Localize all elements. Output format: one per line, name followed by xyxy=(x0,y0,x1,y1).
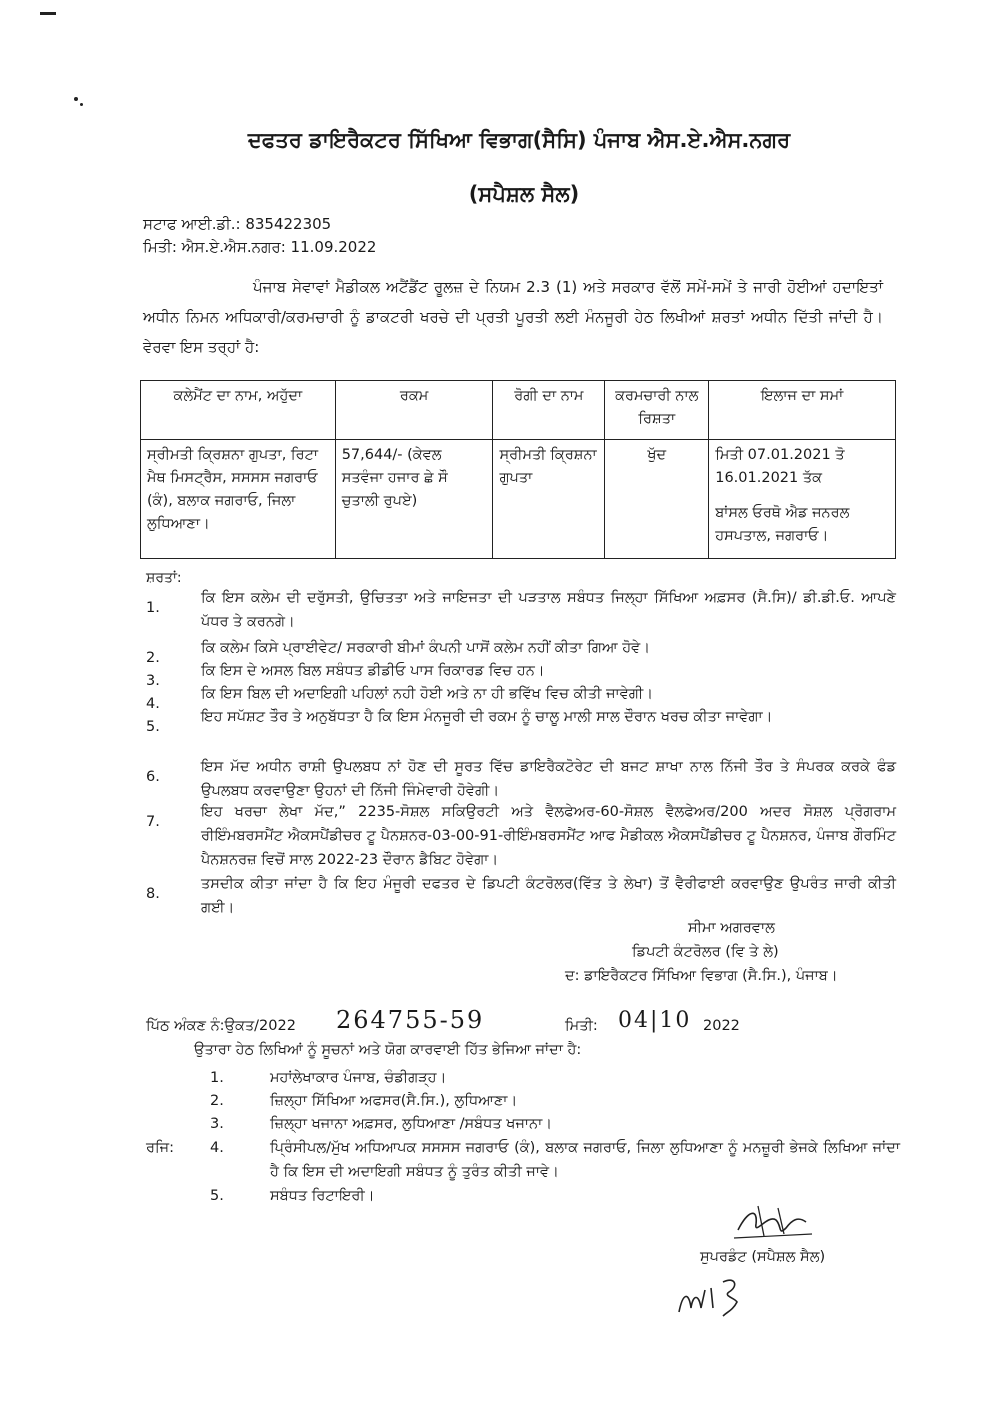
scan-mark xyxy=(40,12,56,15)
period-hospital: ਬਾਂਸਲ ਓਰਥੋ ਐਡ ਜਨਰਲ ਹਸਪਤਾਲ, ਜਗਰਾਓ। xyxy=(715,505,850,544)
table-header-row xyxy=(141,381,896,440)
initials-mark xyxy=(673,1272,753,1322)
condition-item xyxy=(146,755,896,805)
intro-text: ਪੰਜਾਬ ਸੇਵਾਵਾਂ ਮੈਡੀਕਲ ਅਟੈਂਡੈਂਟ ਰੂਲਜ਼ ਦੇ ਨਿਯਮ 2.3 (1) ਅਤੇ ਸਰਕਾਰ ਵੱਲੋਂ ਸਮੇਂ-ਸਮੇਂ ਤੇ ਜਾਰੀ ਹੋਈਆਂ ਹਦਾਇਤਾਂ ਅਧੀਨ ਨਿਮਨ ਅਧਿਕਾਰੀ/ਕਰਮਚਾਰੀ ਨੂੰ ਡਾਕਟਰੀ ਖਰਚੇ ਦੀ ਪ੍ਰਤੀ ਪੂਰਤੀ ਲਈ ਮੰਨਜੂਰੀ ਹੇਠ ਲਿਖੀਆਂ ਸ਼ਰਤਾਂ ਅਧੀਨ ਦਿੱਤੀ ਜਾਂਦੀ ਹੈ। ਵੇਰਵਾ ਇਸ ਤਰ੍ਹਾਂ ਹੈ: xyxy=(143,278,883,356)
registered-label: ਰਜਿ: xyxy=(146,1140,175,1156)
signatory-office: ਦ: ਡਾਇਰੈਕਟਰ ਸਿੱਖਿਆ ਵਿਭਾਗ (ਸੈ.ਸਿ.), ਪੰਜਾਬ। xyxy=(565,968,838,984)
condition-text: ਇਸ ਮੱਦ ਅਧੀਨ ਰਾਸ਼ੀ ਉਪਲਬਧ ਨਾਂ ਹੋਣ ਦੀ ਸੂਰਤ ਵਿੱਚ ਡਾਇਰੈਕਟੋਰੇਟ ਦੀ ਬਜਟ ਸ਼ਾਖਾ ਨਾਲ ਨਿੱਜੀ ਤੌਰ ਤੇ ਸੰਪਰਕ ਕਰਕੇ ਫੰਡ ਉਪਲਬਧ ਕਰਵਾਉਣਾ ਉਹਨਾਂ ਦੀ ਨਿੱਜੀ ਜਿੰਮੇਵਾਰੀ ਹੋਵੇਗੀ। xyxy=(201,759,896,799)
recipient-text: ਮਹਾਂਲੇਖਾਕਾਰ ਪੰਜਾਬ, ਚੰਡੀਗੜ੍ਹ। xyxy=(270,1070,447,1086)
recipient-text: ਪ੍ਰਿੰਸੀਪਲ/ਮੁੱਖ ਅਧਿਆਪਕ ਸਸਸਸ ਜਗਰਾਓ (ਕੰ), ਬਲਾਕ ਜਗਰਾਓ, ਜਿਲਾ ਲੁਧਿਆਣਾ ਨੂੰ ਮਨਜ਼ੂਰੀ ਭੇਜਕੇ ਲਿਖਿਆ ਜਾਂਦਾ ਹੈ ਕਿ ਇਸ ਦੀ ਅਦਾਇਗੀ ਸਬੰਧਤ ਨੂੰ ਤੁਰੰਤ ਕੀਤੀ ਜਾਵੇ। xyxy=(270,1140,900,1180)
condition-item xyxy=(146,586,896,636)
condition-text: ਕਿ ਇਸ ਬਿਲ ਦੀ ਅਦਾਇਗੀ ਪਹਿਲਾਂ ਨਹੀ ਹੋਈ ਅਤੇ ਨਾ ਹੀ ਭਵਿੱਖ ਵਿਚ ਕੀਤੀ ਜਾਵੇਗੀ। xyxy=(201,686,654,702)
endorsement-date-label: ਮਿਤੀ: xyxy=(565,1018,598,1034)
recipient-number: 3. xyxy=(210,1116,224,1132)
condition-item xyxy=(146,872,896,922)
condition-text: ਕਿ ਕਲੇਮ ਕਿਸੇ ਪ੍ਰਾਈਵੇਟ/ ਸਰਕਾਰੀ ਬੀਮਾਂ ਕੰਪਨੀ ਪਾਸੋਂ ਕਲੇਮ ਨਹੀਂ ਕੀਤਾ ਗਿਆ ਹੋਵੇ। xyxy=(201,640,650,656)
scan-mark xyxy=(74,97,78,101)
recipient-number: 2. xyxy=(210,1093,224,1109)
superintendent-signature xyxy=(728,1200,818,1244)
condition-number: 2. xyxy=(146,650,160,666)
condition-number: 8. xyxy=(146,886,160,902)
signatory-name: ਸੀਮਾ ਅਗਰਵਾਲ xyxy=(688,920,775,936)
period-dates: ਮਿਤੀ 07.01.2021 ਤੋ 16.01.2021 ਤੱਕ xyxy=(715,447,845,486)
endorsement-prefix: ਪਿੱਠ ਅੰਕਣ ਨੰ:ਉਕਤ/2022 xyxy=(146,1018,296,1034)
condition-item xyxy=(146,800,896,872)
condition-number: 3. xyxy=(146,673,160,689)
recipient-number: 1. xyxy=(210,1070,224,1086)
recipient-text: ਸਬੰਧਤ ਰਿਟਾਇਰੀ। xyxy=(270,1188,375,1204)
condition-item xyxy=(146,659,896,689)
superintendent-designation: ਸੁਪਰਡੰਟ (ਸਪੈਸ਼ਲ ਸੈਲ) xyxy=(700,1249,826,1265)
list-item xyxy=(210,1136,900,1186)
col-patient: ਰੋਗੀ ਦਾ ਨਾਮ xyxy=(493,381,605,440)
condition-item xyxy=(146,636,896,666)
col-amount: ਰਕਮ xyxy=(335,381,493,440)
col-period: ਇਲਾਜ ਦਾ ਸਮਾਂ xyxy=(709,381,896,440)
endorsement-intro: ਉਤਾਰਾ ਹੇਠ ਲਿਖਿਆਂ ਨੂੰ ਸੂਚਨਾਂ ਅਤੇ ਯੋਗ ਕਾਰਵਾਈ ਹਿੱਤ ਭੇਜਿਆ ਜਾਂਦਾ ਹੈ: xyxy=(194,1042,582,1058)
table-row xyxy=(141,440,896,559)
condition-text: ਤਸਦੀਕ ਕੀਤਾ ਜਾਂਦਾ ਹੈ ਕਿ ਇਹ ਮੰਜੂਰੀ ਦਫਤਰ ਦੇ ਡਿਪਟੀ ਕੰਟਰੋਲਰ(ਵਿੱਤ ਤੇ ਲੇਖਾ) ਤੋਂ ਵੈਰੀਫਾਈ ਕਰਵਾਉਣ ਉਪਰੰਤ ਜਾਰੀ ਕੀਤੀ ਗਈ। xyxy=(201,876,896,916)
recipient-number: 5. xyxy=(210,1188,224,1204)
recipient-text: ਜ਼ਿਲ੍ਹਾ ਖਜਾਨਾ ਅਫ਼ਸਰ, ਲੁਧਿਆਣਾ /ਸਬੰਧਤ ਖਜਾਨਾ। xyxy=(270,1116,553,1132)
intro-paragraph xyxy=(143,272,883,362)
condition-item xyxy=(146,705,896,755)
condition-number: 7. xyxy=(146,814,160,830)
cell-claimant: ਸ੍ਰੀਮਤੀ ਕ੍ਰਿਸ਼ਨਾ ਗੁਪਤਾ, ਰਿਟਾ ਮੈਥ ਮਿਸਟ੍ਰੈਸ, ਸਸਸਸ ਜਗਰਾਓ (ਕੰ), ਬਲਾਕ ਜਗਰਾਓ, ਜਿਲਾ ਲੁਧਿਆਣਾ। xyxy=(141,440,336,559)
office-heading: ਦਫਤਰ ਡਾਇਰੈਕਟਰ ਸਿੱਖਿਆ ਵਿਭਾਗ(ਸੈਸਿ) ਪੰਜਾਬ ਐਸ.ਏ.ਐਸ.ਨਗਰ xyxy=(247,128,791,152)
col-claimant: ਕਲੇਮੈਂਟ ਦਾ ਨਾਮ, ਅਹੁੱਦਾ xyxy=(141,381,336,440)
condition-text: ਕਿ ਇਸ ਕਲੇਮ ਦੀ ਦਰੁੱਸਤੀ, ਉਚਿਤਤਾ ਅਤੇ ਜਾਇਜਤਾ ਦੀ ਪੜਤਾਲ ਸਬੰਧਤ ਜਿਲ੍ਹਾ ਸਿੱਖਿਆ ਅਫ਼ਸਰ (ਸੈ.ਸਿ)/ ਡੀ.ਡੀ.ਓ. ਆਪਣੇ ਪੱਧਰ ਤੇ ਕਰਨਗੇ। xyxy=(201,590,896,630)
scan-mark xyxy=(80,103,83,106)
claim-table xyxy=(140,380,896,559)
cell-amount: 57,644/- (ਕੇਵਲ ਸਤਵੰਜਾ ਹਜਾਰ ਛੇ ਸੌ ਚੁਤਾਲੀ ਰੁਪਏ) xyxy=(335,440,493,559)
condition-text: ਕਿ ਇਸ ਦੇ ਅਸਲ ਬਿਲ ਸਬੰਧਤ ਡੀਡੀਓ ਪਾਸ ਰਿਕਾਰਡ ਵਿਚ ਹਨ। xyxy=(201,663,545,679)
issue-date: ਮਿਤੀ: ਐਸ.ਏ.ਐਸ.ਨਗਰ: 11.09.2022 xyxy=(143,238,377,256)
staff-id: ਸਟਾਫ ਆਈ.ਡੀ.: 835422305 xyxy=(143,215,332,233)
endorsement-date: 04|10 xyxy=(618,1008,692,1033)
condition-number: 5. xyxy=(146,719,160,735)
condition-item xyxy=(146,682,896,712)
condition-text: ਇਹ ਖਰਚਾ ਲੇਖਾ ਮੱਦ,” 2235-ਸੋਸ਼ਲ ਸਕਿਉਰਟੀ ਅਤੇ ਵੈਲਫੇਅਰ-60-ਸੋਸ਼ਲ ਵੈਲਫੇਅਰ/200 ਅਦਰ ਸੋਸ਼ਲ ਪ੍ਰੋਗਰਾਮ ਰੀਇੰਮਬਰਸਮੈਂਟ ਐਕਸਪੈਂਡੀਚਰ ਟੂ ਪੈਨਸ਼ਨਰ-03-00-91-ਰੀਇੰਮਬਰਸਮੈਂਟ ਆਫ ਮੈਡੀਕਲ ਐਕਸਪੈਂਡੀਚਰ ਟੂ ਪੈਨਸ਼ਨਰ, ਪੰਜਾਬ ਗੌਰਮਿੰਟ ਪੈਨਸ਼ਨਰਜ਼ ਵਿਚੋਂ ਸਾਲ 2022-23 ਦੌਰਾਨ ਡੈਬਿਟ ਹੋਵੇਗਾ। xyxy=(201,804,896,868)
col-relation: ਕਰਮਚਾਰੀ ਨਾਲ ਰਿਸ਼ਤਾ xyxy=(605,381,709,440)
endorsement-year: 2022 xyxy=(703,1018,740,1034)
condition-number: 1. xyxy=(146,600,160,616)
recipient-text: ਜ਼ਿਲ੍ਹਾ ਸਿੱਖਿਆ ਅਫਸਰ(ਸੈ.ਸਿ.), ਲੁਧਿਆਣਾ। xyxy=(270,1093,518,1109)
cell-heading: (ਸਪੈਸ਼ਲ ਸੈਲ) xyxy=(468,182,580,206)
conditions-label: ਸ਼ਰਤਾਂ: xyxy=(146,570,182,586)
cell-patient: ਸ੍ਰੀਮਤੀ ਕ੍ਰਿਸ਼ਨਾ ਗੁਪਤਾ xyxy=(493,440,605,559)
endorsement-number: 264755-59 xyxy=(336,1006,485,1034)
signatory-designation: ਡਿਪਟੀ ਕੰਟਰੋਲਰ (ਵਿ ਤੇ ਲੇ) xyxy=(632,944,779,960)
condition-text: ਇਹ ਸਪੱਸ਼ਟ ਤੌਰ ਤੇ ਅਨੁਬੱਧਤਾ ਹੈ ਕਿ ਇਸ ਮੰਨਜੂਰੀ ਦੀ ਰਕਮ ਨੂੰ ਚਾਲੂ ਮਾਲੀ ਸਾਲ ਦੌਰਾਨ ਖਰਚ ਕੀਤਾ ਜਾਵੇਗਾ। xyxy=(201,709,773,725)
condition-number: 6. xyxy=(146,769,160,785)
cell-period xyxy=(709,440,896,559)
cell-relation: ਖੁੱਦ xyxy=(605,440,709,559)
condition-number: 4. xyxy=(146,696,160,712)
recipient-number: 4. xyxy=(210,1140,224,1156)
